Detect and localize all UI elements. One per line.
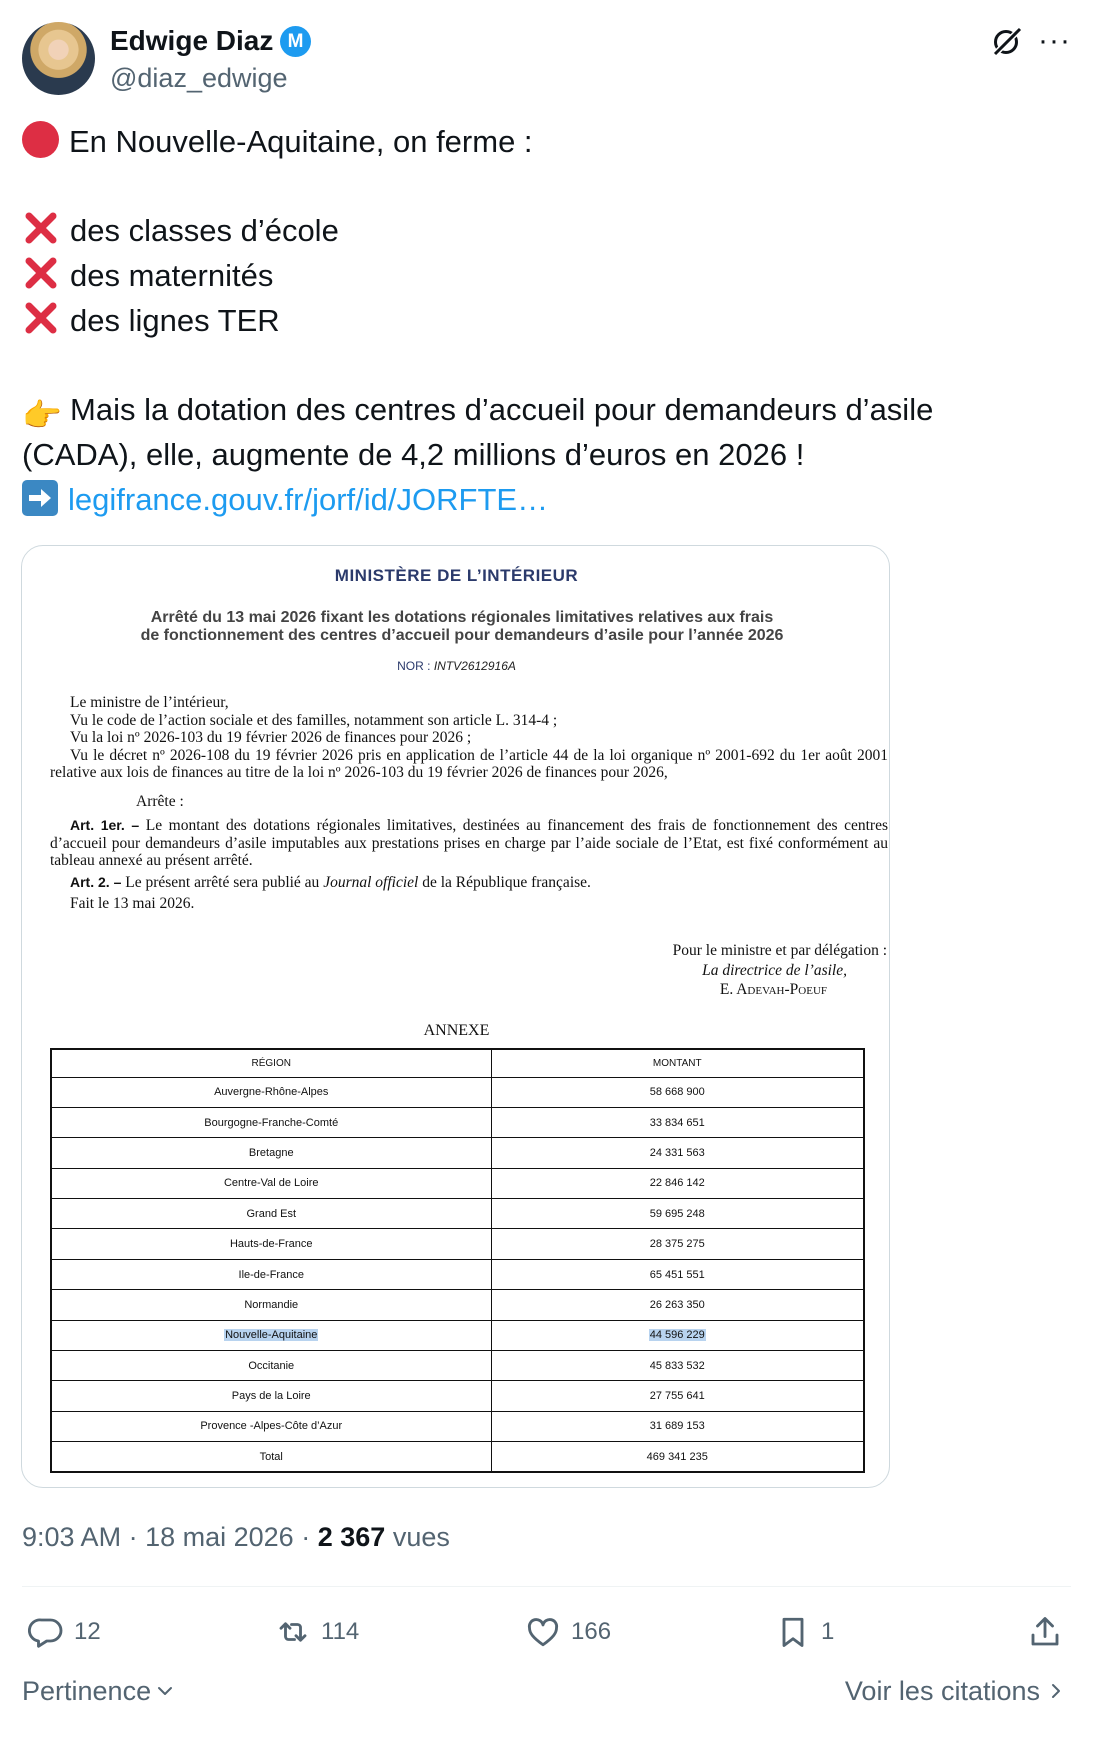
table-cell-amount: 26 263 350 <box>491 1290 864 1320</box>
highlighted-text: Nouvelle-Aquitaine <box>225 1329 318 1342</box>
table-row-highlighted <box>51 1320 864 1350</box>
tweet-list-item <box>22 254 1062 299</box>
table-row <box>51 1107 864 1137</box>
repost-count: 114 <box>321 1618 360 1645</box>
doc-arrete: Arrête : <box>136 792 184 810</box>
tweet-line: (CADA), elle, augmente de 4,2 millions d’euros en 2026 ! <box>22 436 805 472</box>
doc-signature <box>582 941 887 1000</box>
bookmark-count: 1 <box>821 1618 835 1645</box>
table-cell-amount: 33 834 651 <box>491 1107 864 1137</box>
table-cell-region: Normandie <box>51 1290 491 1320</box>
doc-article-text: Le montant des dotations régionales limitatives, destinées au financement des frais de fonctionnement des centres d’accueil pour demandeurs d’asile imputables aux prestations prises en charge par l’aide sociale de l’Etat, est fixé conformément au tableau annexé au présent arrêté. <box>50 817 888 869</box>
doc-body <box>50 694 888 913</box>
table-row <box>51 1290 864 1320</box>
cross-mark-icon <box>22 209 60 247</box>
tweet-text <box>22 120 1062 522</box>
tweet-line <box>22 388 1062 433</box>
sort-dropdown[interactable] <box>22 1674 175 1708</box>
right-arrow-icon <box>22 480 58 516</box>
reply-icon <box>28 1614 64 1650</box>
tweet-link[interactable]: legifrance.gouv.fr/jorf/id/JORFTE… <box>68 481 549 517</box>
table-row <box>51 1229 864 1259</box>
doc-ministry: MINISTÈRE DE L’INTÉRIEUR <box>334 566 579 585</box>
table-cell-region: Hauts-de-France <box>51 1229 491 1259</box>
table-cell-amount: 27 755 641 <box>491 1381 864 1411</box>
table-row <box>51 1199 864 1229</box>
red-circle-icon <box>22 121 59 158</box>
bookmark-button[interactable] <box>775 1612 834 1652</box>
table-cell-amount: 28 375 275 <box>491 1229 864 1259</box>
table-header: RÉGION <box>51 1049 491 1077</box>
like-count: 166 <box>571 1618 612 1645</box>
doc-article-italic: Journal officiel <box>323 873 419 891</box>
table-row-total <box>51 1442 864 1472</box>
table-cell-region: Bourgogne-Franche-Comté <box>51 1107 491 1137</box>
table-row <box>51 1381 864 1411</box>
tweet-line <box>22 478 1062 523</box>
tweet-list-item-text: des classes d’école <box>70 213 339 249</box>
author-name[interactable]: Edwige Diaz <box>110 25 274 56</box>
cross-mark-icon <box>22 299 60 337</box>
reply-count: 12 <box>74 1618 101 1645</box>
table-row <box>51 1168 864 1198</box>
doc-title <box>82 609 842 645</box>
table-cell-amount: 45 833 532 <box>491 1351 864 1381</box>
tweet-date[interactable]: 18 mai 2026 <box>145 1522 294 1552</box>
views-count: 2 367 <box>317 1522 386 1552</box>
table-header-row <box>51 1049 864 1077</box>
doc-paragraph: Vu la loi nº 2026-103 du 19 février 2026 de finances pour 2026 ; <box>70 729 472 746</box>
doc-nor-value: INTV2612916A <box>433 659 516 673</box>
doc-article-text: de la République française. <box>422 873 591 891</box>
doc-nor-label: NOR : <box>397 659 431 673</box>
table-cell-region: Centre-Val de Loire <box>51 1168 491 1198</box>
doc-article-label: Art. 1er. – <box>70 817 140 833</box>
table-cell-region: Provence -Alpes-Côte d’Azur <box>51 1411 491 1441</box>
tweet-meta <box>22 1520 450 1554</box>
doc-fait: Fait le 13 mai 2026. <box>70 895 195 912</box>
doc-annexe-title: ANNEXE <box>423 1022 490 1039</box>
doc-signature-line: La directrice de l’asile, <box>702 961 847 979</box>
divider <box>22 1586 1071 1587</box>
doc-paragraph: Vu le décret nº 2026-108 du 19 février 2026 pris en application de l’article 44 de la loi organique nº 2001-692 du 1er août 2001 relative aux lois de finances au titre de la loi nº 2026-103 du 19 février 2026 de finances pour 2026, <box>50 746 888 781</box>
pointing-hand-icon: 👉 <box>22 397 62 434</box>
more-icon[interactable]: ··· <box>1038 24 1071 57</box>
reply-button[interactable] <box>28 1612 101 1652</box>
doc-signature-line: Pour le ministre et par délégation : <box>672 942 887 959</box>
meta-separator: · <box>301 1522 311 1552</box>
doc-paragraph: Vu le code de l’action sociale et des familles, notamment son article L. 314-4 ; <box>70 711 558 729</box>
repost-icon <box>275 1614 311 1650</box>
table-cell-amount: 65 451 551 <box>491 1259 864 1289</box>
table-cell-region <box>51 1320 491 1350</box>
document <box>22 546 890 1488</box>
doc-article-label: Art. 2. – <box>70 873 122 890</box>
table-cell-amount: 22 846 142 <box>491 1168 864 1198</box>
chevron-down-icon <box>155 1681 175 1701</box>
meta-separator: · <box>128 1522 138 1552</box>
views-label: vues <box>392 1522 450 1552</box>
tweet-time[interactable]: 9:03 AM <box>22 1522 122 1552</box>
share-icon[interactable] <box>1027 1614 1063 1650</box>
table-cell-region: Pays de la Loire <box>51 1381 491 1411</box>
view-quotes-link[interactable] <box>845 1674 1066 1708</box>
table-cell-region: Grand Est <box>51 1199 491 1229</box>
bookmark-icon <box>775 1614 811 1650</box>
table-cell-amount: 469 341 235 <box>491 1442 864 1472</box>
repost-button[interactable] <box>275 1612 359 1652</box>
table-cell-amount: 59 695 248 <box>491 1199 864 1229</box>
cross-mark-icon <box>22 254 60 292</box>
table-row <box>51 1351 864 1381</box>
table-cell-amount <box>491 1320 864 1350</box>
doc-article-text: Le présent arrêté sera publié au <box>125 873 320 891</box>
sort-label: Pertinence <box>22 1676 152 1706</box>
like-button[interactable] <box>525 1612 611 1652</box>
tweet-list-item-text: des lignes TER <box>70 302 280 338</box>
doc-signature-name: E. Adevah-Poeuf <box>719 981 827 998</box>
table-cell-region: Auvergne-Rhône-Alpes <box>51 1077 491 1107</box>
table-cell-amount: 31 689 153 <box>491 1411 864 1441</box>
tweet-list-item <box>22 299 1062 344</box>
doc-article-2 <box>50 874 888 892</box>
doc-table <box>50 1048 865 1473</box>
table-row <box>51 1411 864 1441</box>
heart-icon <box>525 1614 561 1650</box>
tweet-line-text: En Nouvelle-Aquitaine, on ferme : <box>69 124 533 159</box>
tweet-line <box>22 120 1062 165</box>
table-cell-region: Ile-de-France <box>51 1259 491 1289</box>
table-row <box>51 1138 864 1168</box>
highlighted-text: 44 596 229 <box>649 1329 705 1342</box>
table-cell-region: Total <box>51 1442 491 1472</box>
document-image[interactable] <box>21 545 890 1488</box>
doc-title-line: de fonctionnement des centres d’accueil pour demandeurs d’asile pour l’année 2026 <box>140 627 784 644</box>
tweet-list-item-text: des maternités <box>70 258 274 294</box>
tweet-list-item <box>22 209 1062 254</box>
doc-title-line: Arrêté du 13 mai 2026 fixant les dotations régionales limitatives relatives aux frais <box>150 609 774 626</box>
grok-icon[interactable] <box>990 24 1024 58</box>
table-row <box>51 1259 864 1289</box>
doc-paragraph: Le ministre de l’intérieur, <box>70 694 229 711</box>
table-cell-amount: 58 668 900 <box>491 1077 864 1107</box>
avatar[interactable] <box>22 22 95 95</box>
table-cell-region: Occitanie <box>51 1351 491 1381</box>
table-header: MONTANT <box>491 1049 864 1077</box>
table-row <box>51 1077 864 1107</box>
table-cell-region: Bretagne <box>51 1138 491 1168</box>
table-cell-amount: 24 331 563 <box>491 1138 864 1168</box>
doc-nor <box>22 659 890 673</box>
tweet-line-text: Mais la dotation des centres d’accueil pour demandeurs d’asile <box>70 392 934 428</box>
chevron-right-icon <box>1046 1681 1066 1701</box>
view-quotes-label: Voir les citations <box>844 1676 1040 1706</box>
author-handle[interactable]: @diaz_edwige <box>110 63 288 93</box>
doc-article-1 <box>50 817 888 870</box>
verified-badge-icon[interactable]: M <box>280 26 311 57</box>
